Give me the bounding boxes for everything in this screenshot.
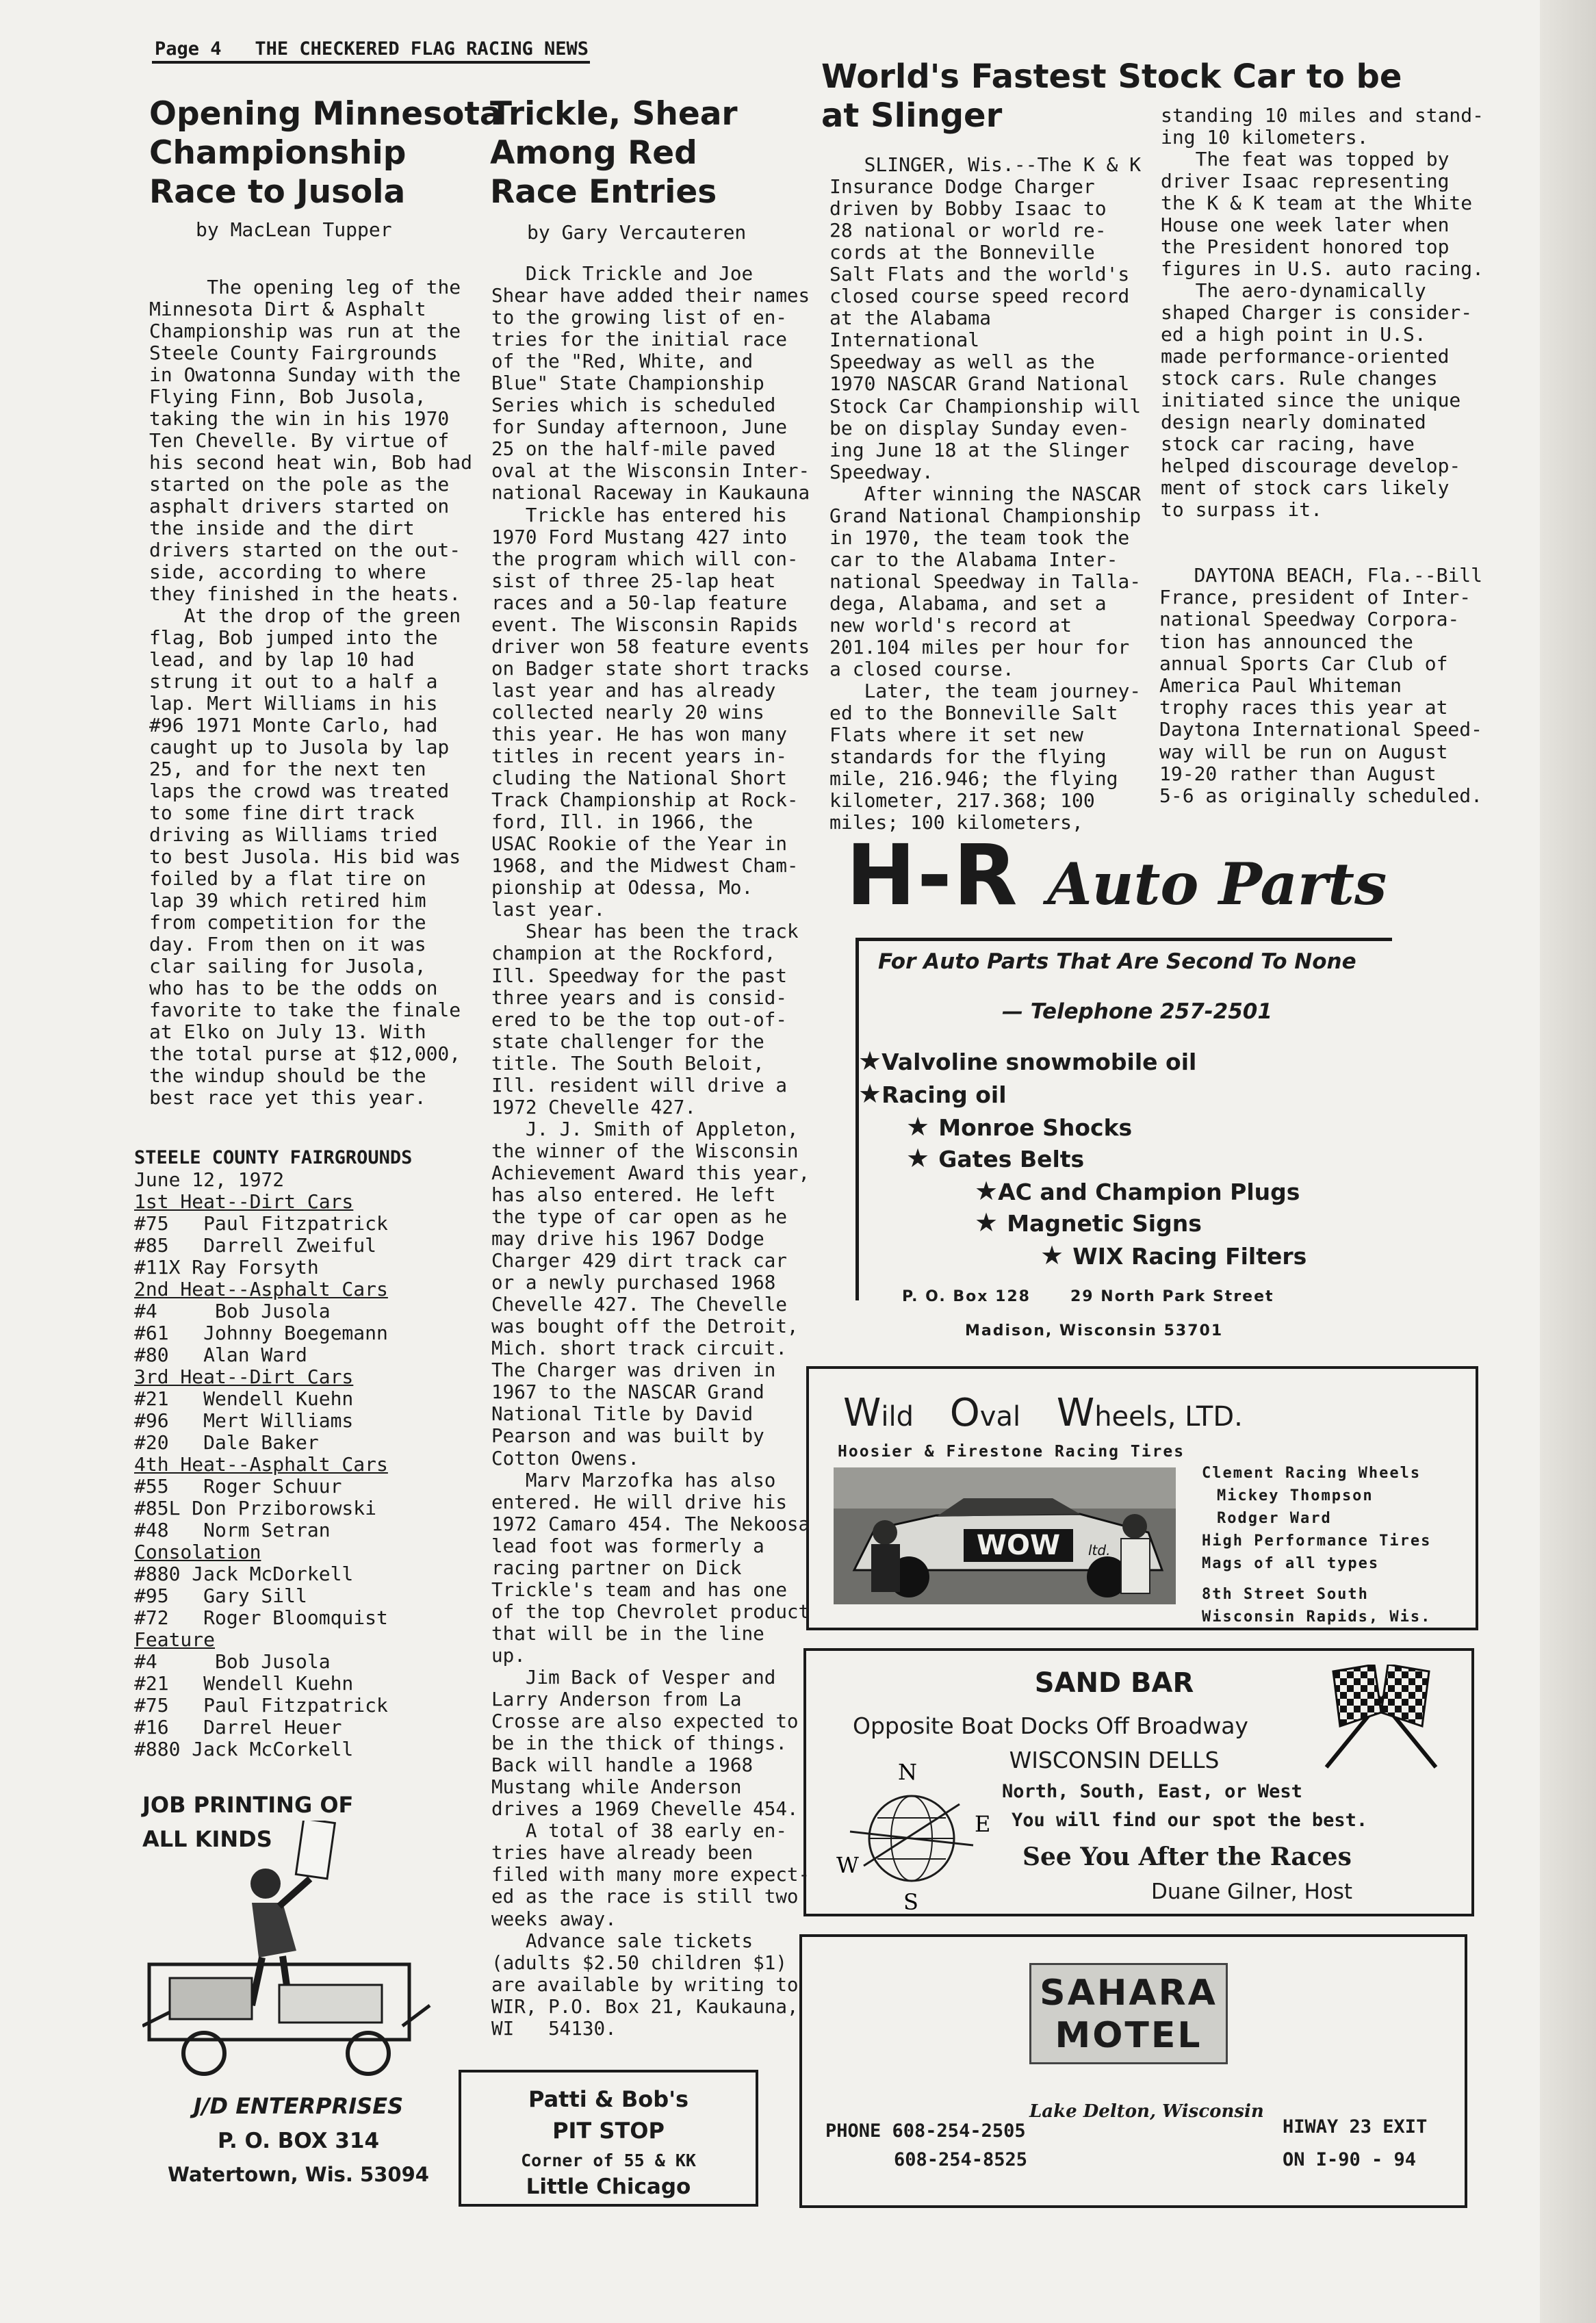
compass-e: E [975, 1811, 991, 1837]
paper-name: THE CHECKERED FLAG RACING NEWS [255, 38, 589, 60]
results-date: June 12, 1972 [134, 1168, 285, 1191]
results-row: #880 Jack McCorkell [134, 1738, 354, 1760]
printing-press-illustration [142, 1821, 437, 2081]
ad-hr-tagline-box [855, 938, 1392, 980]
ad-hr-item: ★AC and Champion Plugs [975, 1176, 1300, 1206]
checkered-flags-icon [1313, 1665, 1450, 1774]
results-groups [134, 1191, 476, 1760]
headline-line: at Slinger [821, 97, 1003, 135]
page-fold-shadow [1540, 0, 1596, 2323]
ad-hr-item: ★Racing oil [858, 1079, 1007, 1109]
results-title: STEELE COUNTY FAIRGROUNDS [134, 1147, 413, 1168]
results-row: #11X Ray Forsyth [134, 1256, 319, 1279]
ad-hr-item: ★ Gates Belts [906, 1143, 1085, 1173]
ad-hr-address2: Madison, Wisconsin 53701 [965, 1322, 1224, 1339]
results-heading: 1st Heat--Dirt Cars [134, 1190, 354, 1213]
article-daytona: DAYTONA BEACH, Fla.--Bill France, president of Inter- national Speedway Corpora- tion has announced the annual Sports Car Club of America Paul Whiteman trophy races this year at Daytona International Speed- way will be run on August 19-20 rather than August 5-6 as originally scheduled. [1159, 564, 1483, 808]
ad-jd-box: P. O. BOX 314 [217, 2129, 380, 2153]
ad-jd-title: JOB PRINTING OF ALL KINDS [142, 1792, 354, 1852]
ad-jd-city: Watertown, Wis. 53094 [168, 2163, 429, 2186]
ad-pitstop-line: Little Chicago [526, 2174, 691, 2199]
ad-wow-list-item [1202, 1575, 1431, 1583]
ad-wow-list-item: High Performance Tires [1202, 1532, 1432, 1550]
ad-pitstop-line: Patti & Bob's [528, 2086, 689, 2112]
ad-wow-list-item: Clement Racing Wheels [1202, 1465, 1421, 1482]
results-row: #4 Bob Jusola [134, 1300, 331, 1322]
results-table [134, 1147, 476, 1760]
star-icon: ★ [975, 1176, 999, 1206]
race-car-photo [834, 1467, 1176, 1604]
ad-wow-subtitle: Hoosier & Firestone Racing Tires [838, 1443, 1185, 1461]
ad-sahara-phone1: PHONE 608-254-2505 [825, 2120, 1026, 2142]
star-icon: ★ [906, 1143, 939, 1173]
ad-wild-oval-wheels [806, 1366, 1478, 1630]
page-number: Page 4 [155, 38, 222, 60]
results-row: #55 Roger Schuur [134, 1475, 342, 1498]
results-row: #96 Mert Williams [134, 1409, 354, 1432]
ad-sahara-phone2: 608-254-8525 [894, 2149, 1028, 2170]
results-row: #48 Norm Setran [134, 1519, 331, 1541]
headline-line: World's Fastest Stock Car to be [821, 57, 1402, 96]
ad-hr-items [858, 1046, 1474, 1285]
results-row: #4 Bob Jusola [134, 1650, 331, 1673]
star-icon: ★ [858, 1079, 882, 1109]
results-heading: 3rd Heat--Dirt Cars [134, 1365, 354, 1388]
headline-line: Race to Jusola [149, 173, 406, 211]
star-icon: ★ [858, 1046, 882, 1076]
header-rule [152, 61, 590, 64]
results-row: #16 Darrel Heuer [134, 1716, 342, 1738]
compass-n: N [898, 1763, 917, 1785]
ad-sandbar-line1: Opposite Boat Docks Off Broadway [853, 1712, 1248, 1739]
page-header [155, 38, 589, 60]
results-heading: 2nd Heat--Asphalt Cars [134, 1278, 388, 1300]
ad-sahara-sign [1029, 1963, 1228, 2064]
results-row: #20 Dale Baker [134, 1431, 319, 1454]
ad-pit-stop [459, 2070, 758, 2207]
ad-wow-list-item: Wisconsin Rapids, Wis. [1202, 1608, 1432, 1626]
results-heading: Feature [134, 1628, 216, 1651]
results-row: #72 Roger Bloomquist [134, 1606, 388, 1629]
ad-hr-item: ★ Magnetic Signs [975, 1207, 1202, 1237]
results-row: #80 Alan Ward [134, 1344, 307, 1366]
article-fastest-col1: SLINGER, Wis.--The K & K Insurance Dodge Charger driven by Bobby Isaac to 28 national or world re- cords at the Bonneville Salt Flats and the world's closed course speed record at the Alabama International Speedway as well as the 1970 NASCAR Grand National Stock Car Championship will be on display Sunday even- ing June 18 at the Slinger Speedway. After winning the NASCAR Grand National Championship in 1970, the team took the car to the Alabama Inter- national Speedway in Talla- dega, Alabama, and set a new world's record at 201.104 miles per hour for a closed course. Later, the team journey- ed to the Bonneville Salt Flats where it set new standards for the flying mile, 216.946; the flying kilometer, 217.368; 100 miles; 100 kilometers, [829, 153, 1142, 834]
headline-line: Opening Minnesota [149, 95, 502, 133]
ad-hr-tagline: For Auto Parts That Are Second To None [878, 949, 1356, 974]
ad-hr-auto-parts [846, 827, 1462, 924]
ad-sahara-exit2: ON I-90 - 94 [1283, 2149, 1417, 2170]
ad-sahara-exit1: HIWAY 23 EXIT [1283, 2116, 1428, 2138]
ad-hr-phone: — Telephone 257-2501 [1002, 999, 1272, 1024]
article-trickle-byline: by Gary Vercauteren [527, 221, 747, 244]
sahara-sign-line: MOTEL [1055, 2015, 1202, 2056]
article-fastest-col2: standing 10 miles and stand- ing 10 kilometers. The feat was topped by driver Isaac representing the K & K team at the White House one week later when the President honored top figures in U.S. auto racing. The aero-dynamically shaped Charger is consider- ed a high point in U.S. made performance-oriented stock cars. Rule changes initiated since the unique design nearly dominated stock car racing, have helped discourage develop- ment of stock cars likely to surpass it. [1161, 104, 1484, 521]
ad-sandbar-line4: You will find our spot the best. [1012, 1810, 1368, 1831]
article-trickle-headline [490, 94, 812, 211]
ad-sandbar-line3: North, South, East, or West [1002, 1781, 1302, 1802]
sahara-sign-line: SAHARA [1040, 1973, 1218, 2014]
ad-wow-list-item: Mags of all types [1202, 1555, 1380, 1572]
results-heading: Consolation [134, 1541, 261, 1563]
headline-line: Championship [149, 134, 407, 172]
star-icon: ★ [906, 1112, 939, 1142]
article-trickle-body: Dick Trickle and Joe Shear have added their names to the growing list of en- tries for the initial race of the "Red, White, and Blue" State Championship Series which is scheduled for Sunday afternoon, June 25 on the half-mile paved oval at the Wisconsin Inter- national Raceway in Kaukauna Trickle has entered his 1970 Ford Mustang 427 into the program which will con- sist of three 25-lap heat races and a 50-lap feature event. The Wisconsin Rapids driver won 58 feature events on Badger state short tracks last year and has already collected nearly 20 wins this year. He has won many titles in recent years in- cluding the National Short Track Championship at Rock- ford, Ill. in 1966, the USAC Rookie of the Year in 1968, and the Midwest Cham- pionship at Odessa, Mo. last year. Shear has been the track champion at the Rockford, Ill. Speedway for the past three years and is consid- ered to be the top out-of- state challenger for the title. The South Beloit, Ill. resident will drive a 1972 Chevelle 427. J. J. Smith of Appleton, the winner of the Wisconsin Achievement Award this year, has also entered. He left the type of car open as he may drive his 1967 Dodge Charger 429 dirt track car or a newly purchased 1968 Chevelle 427. The Chevelle was bought off the Detroit, Mich. short track circuit. The Charger was driven in 1967 to the NASCAR Grand National Title by David Pearson and was built by Cotton Owens. Marv Marzofka has also entered. He will drive his 1972 Camaro 454. The Nekoosa lead foot was formerly a racing partner on Dick Trickle's team and has one of the top Chevrolet product that will be in the line up. Jim Back of Vesper and Larry Anderson from La Crosse are also expected to be in the thick of things. Back will handle a 1968 Mustang while Anderson drives a 1969 Chevelle 454. A total of 38 early en- tries have already been filed with many more expect- ed as the race is still two weeks away. Advance sale tickets (adults $2.50 children $1) are available by writing to WIR, P.O. Box 21, Kaukauna, WI 54130. [491, 262, 810, 2040]
ad-wow-list-item: Mickey Thompson [1217, 1487, 1374, 1504]
article-jusola-headline [149, 94, 502, 211]
results-heading: 4th Heat--Asphalt Cars [134, 1453, 388, 1476]
results-row: #61 Johnny Boegemann [134, 1322, 388, 1344]
article-jusola [149, 94, 502, 1109]
ad-hr-script: Auto Parts [1047, 850, 1387, 918]
ad-pitstop-line: PIT STOP [552, 2118, 665, 2144]
ad-hr-item: ★ WIX Racing Filters [1040, 1240, 1307, 1270]
ad-sandbar-line2: WISCONSIN DELLS [1009, 1747, 1220, 1773]
results-row: #75 Paul Fitzpatrick [134, 1212, 388, 1235]
article-jusola-body: The opening leg of the Minnesota Dirt & Asphalt Championship was run at the Steele County Fairgrounds in Owatonna Sunday with the Flying Finn, Bob Jusola, taking the win in his 1970 Ten Chevelle. By virtue of his second heat win, Bob had started on the pole as the asphalt drivers started on the inside and the dirt drivers started on the out- side, according to where they finished in the heats. At the drop of the green flag, Bob jumped into the lead, and by lap 10 had strung it out to a half a lap. Mert Williams in his #96 1971 Monte Carlo, had caught up to Jusola by lap 25, and for the next ten laps the crowd was treated to some fine dirt track driving as Williams tried to best Jusola. His bid was foiled by a flat tire on lap 39 which retired him from competition for the day. From then on it was clar sailing for Jusola, who has to be the odds on favorite to take the finale at Elko on July 13. With the total purse at $12,000, the windup should be the best race yet this year. [149, 276, 473, 1109]
headline-line: Among Red [490, 134, 697, 172]
results-row: #21 Wendell Kuehn [134, 1387, 354, 1410]
star-icon: ★ [975, 1207, 1007, 1237]
results-row: #85L Don Prziborowski [134, 1497, 377, 1519]
ad-sandbar-slogan: See You After the Races [1022, 1843, 1352, 1871]
headline-line: Race Entries [490, 173, 717, 211]
ad-wow-list-item: 8th Street South [1202, 1586, 1369, 1603]
ad-hr-address1: P. O. Box 128 29 North Park Street [902, 1288, 1274, 1305]
ad-wow-list-item: Rodger Ward [1217, 1510, 1332, 1527]
ad-wow-title: Wild Oval Wheels, LTD. [843, 1391, 1243, 1435]
ad-pitstop-line: Corner of 55 & KK [521, 2151, 696, 2170]
ad-hr-item: ★ Monroe Shocks [906, 1112, 1133, 1142]
ad-wow-list [1202, 1462, 1431, 1628]
headline-line: Trickle, Shear [490, 95, 738, 133]
results-row: #95 Gary Sill [134, 1584, 307, 1607]
car-decal-sub: ltd. [1088, 1542, 1111, 1558]
results-row: #880 Jack McDorkell [134, 1563, 354, 1585]
ad-hr-name: H-R [846, 827, 1019, 924]
compass-w: W [836, 1852, 859, 1878]
ad-jd-footer [134, 2093, 463, 2186]
results-row: #85 Darrell Zweiful [134, 1234, 377, 1257]
car-decal-text: WOW [976, 1530, 1061, 1561]
compass-globe-icon [823, 1763, 1014, 1914]
star-icon: ★ [1040, 1240, 1073, 1270]
ad-sand-bar [803, 1648, 1474, 1916]
ad-hr-item: ★Valvoline snowmobile oil [858, 1046, 1197, 1076]
ad-sandbar-title: SAND BAR [1034, 1667, 1194, 1699]
results-row: #21 Wendell Kuehn [134, 1672, 354, 1695]
results-row: #75 Paul Fitzpatrick [134, 1694, 388, 1717]
ad-sahara-motel [799, 1934, 1467, 2208]
ad-sandbar-host: Duane Gilner, Host [1151, 1879, 1353, 1904]
article-jusola-byline: by MacLean Tupper [196, 218, 392, 241]
compass-s: S [903, 1889, 918, 1914]
ad-sahara-location: Lake Delton, Wisconsin [1029, 2101, 1264, 2122]
article-trickle-shear [490, 94, 812, 244]
ad-jd-company: J/D ENTERPRISES [193, 2093, 404, 2119]
